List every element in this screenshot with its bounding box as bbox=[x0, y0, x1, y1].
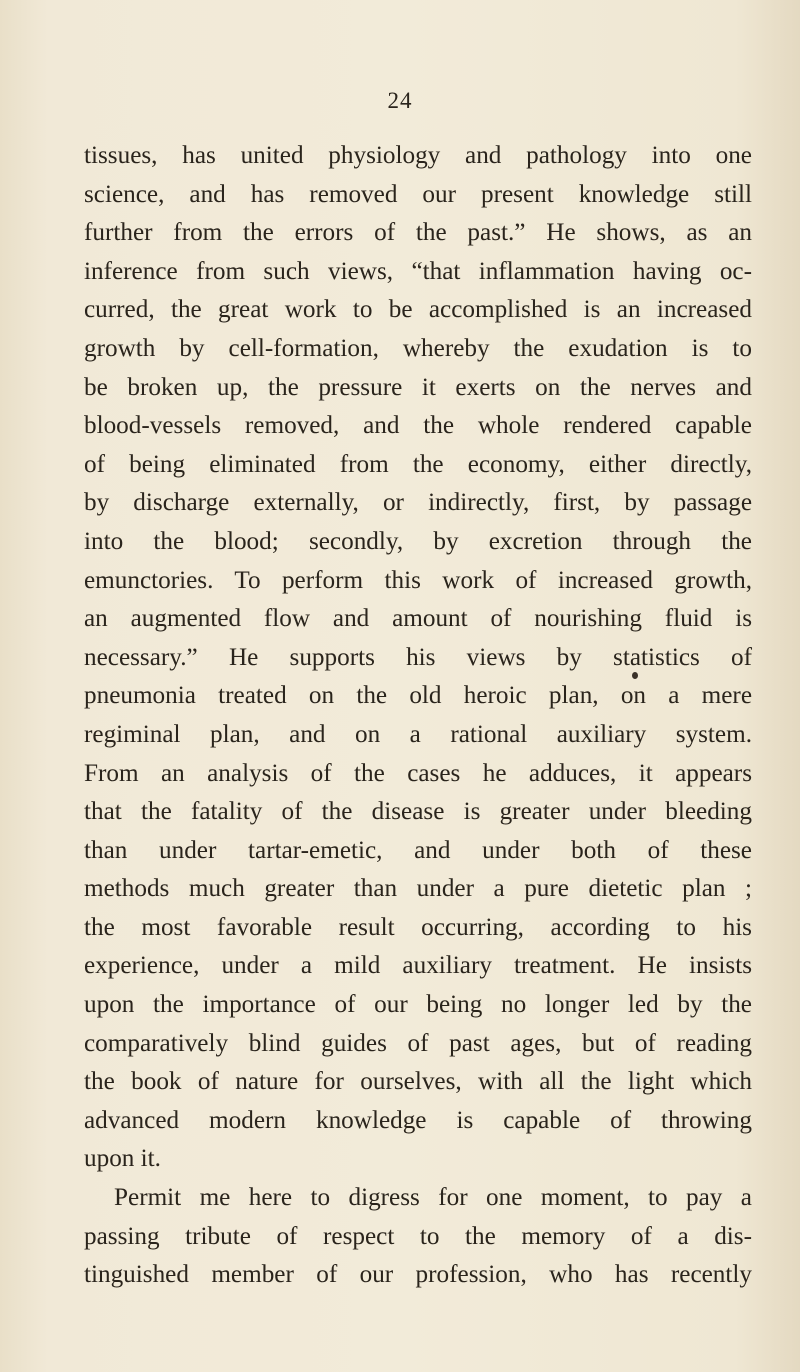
text-line: emunctories. To perform this work of increased growth, bbox=[84, 566, 752, 594]
text-line: science, and has removed our present knowledge still bbox=[84, 180, 752, 208]
text-line: upon the importance of our being no longer led by the bbox=[84, 991, 752, 1019]
text-line: of being eliminated from the economy, either directly, bbox=[84, 450, 752, 478]
text-line: From an analysis of the cases he adduces, it appears bbox=[84, 759, 752, 787]
text-line: than under tartar-emetic, and under both of these bbox=[84, 836, 752, 864]
text-line: curred, the great work to be accomplished is an increased bbox=[84, 296, 752, 324]
text-line: methods much greater than under a pure dietetic plan ; bbox=[84, 875, 752, 903]
text-line: growth by cell-formation, whereby the exudation is to bbox=[84, 334, 752, 362]
body-text bbox=[84, 137, 752, 1295]
text-line: the book of nature for ourselves, with all the light which bbox=[84, 1068, 752, 1096]
text-line: regiminal plan, and on a rational auxiliary system. bbox=[84, 720, 752, 748]
page-number: 24 bbox=[387, 88, 413, 113]
text-line: experience, under a mild auxiliary treatment. He insists bbox=[84, 952, 752, 980]
text-line: Permit me here to digress for one moment, to pay a bbox=[114, 1184, 752, 1212]
text-line: by discharge externally, or indirectly, first, by passage bbox=[84, 489, 752, 517]
text-line: comparatively blind guides of past ages, but of reading bbox=[84, 1029, 752, 1057]
text-line: inference from such views, “that inflammation having oc- bbox=[84, 257, 752, 285]
ink-fleck bbox=[632, 672, 638, 679]
text-line: upon it. bbox=[84, 1145, 161, 1173]
text-line: be broken up, the pressure it exerts on the nerves and bbox=[84, 373, 752, 401]
text-line: an augmented flow and amount of nourishing fluid is bbox=[84, 605, 752, 633]
text-line: passing tribute of respect to the memory of a dis- bbox=[84, 1222, 752, 1250]
text-line: advanced modern knowledge is capable of throwing bbox=[84, 1106, 752, 1134]
text-line: further from the errors of the past.” He shows, as an bbox=[84, 219, 752, 247]
text-line: necessary.” He supports his views by statistics of bbox=[84, 643, 752, 671]
text-line: tissues, has united physiology and pathology into one bbox=[84, 142, 752, 169]
text-line: tinguished member of our profession, who has recently bbox=[84, 1261, 752, 1289]
text-line: into the blood; secondly, by excretion through the bbox=[84, 527, 752, 555]
text-line: blood-vessels removed, and the whole rendered capable bbox=[84, 412, 752, 440]
text-line: pneumonia treated on the old heroic plan, on a mere bbox=[84, 682, 752, 710]
text-line: the most favorable result occurring, according to his bbox=[84, 913, 752, 941]
text-line: that the fatality of the disease is greater under bleeding bbox=[84, 798, 752, 826]
